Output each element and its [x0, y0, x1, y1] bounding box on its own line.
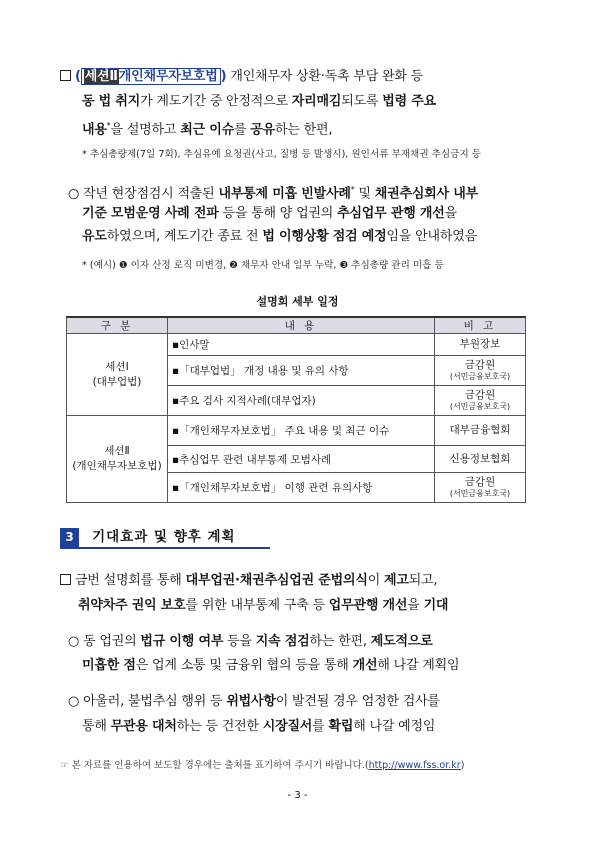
row-note: 금감원 (서민금융보호국): [435, 386, 526, 416]
row-note: 신용정보협회: [435, 446, 526, 473]
section3-heading: [60, 525, 270, 549]
para4-line1: ○ 동 업권의 법규 이행 여부 등을 지속 점검하는 한편, 제도적으로: [68, 634, 433, 649]
para1-line2: 동 법 취지가 계도기간 중 안정적으로 자리매김되도록 법령 주요: [82, 94, 436, 109]
row-content: ▪인사말: [168, 334, 435, 356]
section-number-badge: 3: [60, 528, 79, 547]
para2-line2: 기준 모범운영 사례 전파 등을 통해 양 업권의 추심업무 관행 개선을: [82, 206, 457, 221]
para2-footnote: * (예시) ❶ 이자 산정 로직 미변경, ❷ 채무자 안내 일부 누락, ❸ 추심총량 관리 미흡 등: [82, 260, 444, 271]
bullet-circle-icon: ○: [68, 634, 84, 649]
fss-website-link[interactable]: http://www.fss.or.kr: [368, 760, 461, 771]
schedule-table: [66, 316, 526, 503]
row-note: 부원장보: [435, 334, 526, 356]
para2-line3: 유도하였으며, 계도기간 종료 전 법 이행상황 점검 예정임을 안내하였음: [82, 229, 477, 244]
para1-footnote: * 추심총량제(7일 7회), 추심유예 요청권(사고, 질병 등 발생시), 원인서류 부재채권 추심금지 등: [82, 149, 482, 160]
para2-line1: ○ 작년 현장점검시 적출된 내부통제 미흡 빈발사례* 및 채권추심회사 내부: [68, 185, 478, 202]
para3-line1: 금번 설명회를 통해 대부업권·채권추심업권 준법의식이 제고되고,: [60, 572, 437, 590]
row-note: 대부금융협회: [435, 416, 526, 446]
session2-tag: ( 세션Ⅱ개인채무자보호법 ): [74, 69, 227, 84]
row-note: 금감원 (서민금융보호국): [435, 356, 526, 386]
table-row: [67, 416, 526, 446]
header-content: 내 용: [168, 317, 435, 334]
header-category: 구 분: [67, 317, 168, 334]
para1-line3: 내용*을 설명하고 최근 이슈를 공유하는 한편,: [82, 121, 333, 138]
para5-line1: ○ 아울러, 불법추심 행위 등 위법사항이 발견될 경우 엄정한 검사를: [68, 694, 440, 709]
para1-line1: ( 세션Ⅱ개인채무자보호법 ) 개인채무자 상환·독촉 부담 완화 등: [60, 68, 423, 86]
page-number: - 3 -: [287, 790, 308, 801]
section-title: 기대효과 및 향후 계획: [92, 529, 236, 545]
para3-line2: 취약차주 권익 보호를 위한 내부통제 구축 등 업무관행 개선을 기대: [78, 598, 449, 613]
row-content: ▪「개인채무자보호법」 이행 관련 유의사항: [168, 473, 435, 503]
row-note: 금감원 (서민금융보호국): [435, 473, 526, 503]
bullet-circle-icon: ○: [68, 694, 84, 709]
row-content: ▪「개인채무자보호법」 주요 내용 및 최근 이슈: [168, 416, 435, 446]
session2-cell: 세션Ⅱ (개인채무자보호법): [67, 416, 168, 503]
header-note: 비 고: [435, 317, 526, 334]
checkbox-square-icon: [60, 574, 71, 585]
schedule-table-wrap: [66, 316, 526, 503]
table-row: [67, 334, 526, 356]
row-content: ▪「대부업법」 개정 내용 및 유의 사항: [168, 356, 435, 386]
para5-line2: 통해 무관용 대처하는 등 건전한 시장질서를 확립해 나갈 예정임: [82, 719, 436, 734]
session1-cell: 세션Ⅰ (대부업법): [67, 334, 168, 416]
bullet-circle-icon: ○: [68, 186, 84, 202]
table-header-row: [67, 317, 526, 334]
hand-pointer-icon: ☞: [60, 760, 69, 771]
checkbox-square-icon: [60, 70, 71, 81]
schedule-title: 설명회 세부 일정: [256, 295, 339, 308]
row-content: ▪주요 검사 지적사례(대부업자): [168, 386, 435, 416]
row-content: ▪추심업무 관련 내부통제 모범사례: [168, 446, 435, 473]
citation-note: ☞ 본 자료를 인용하여 보도할 경우에는 출처를 표기하여 주시기 바랍니다.(http://www.fss.or.kr): [60, 760, 465, 771]
para4-line2: 미흡한 점은 업계 소통 및 금융위 협의 등을 통해 개선해 나갈 계획임: [82, 658, 460, 673]
